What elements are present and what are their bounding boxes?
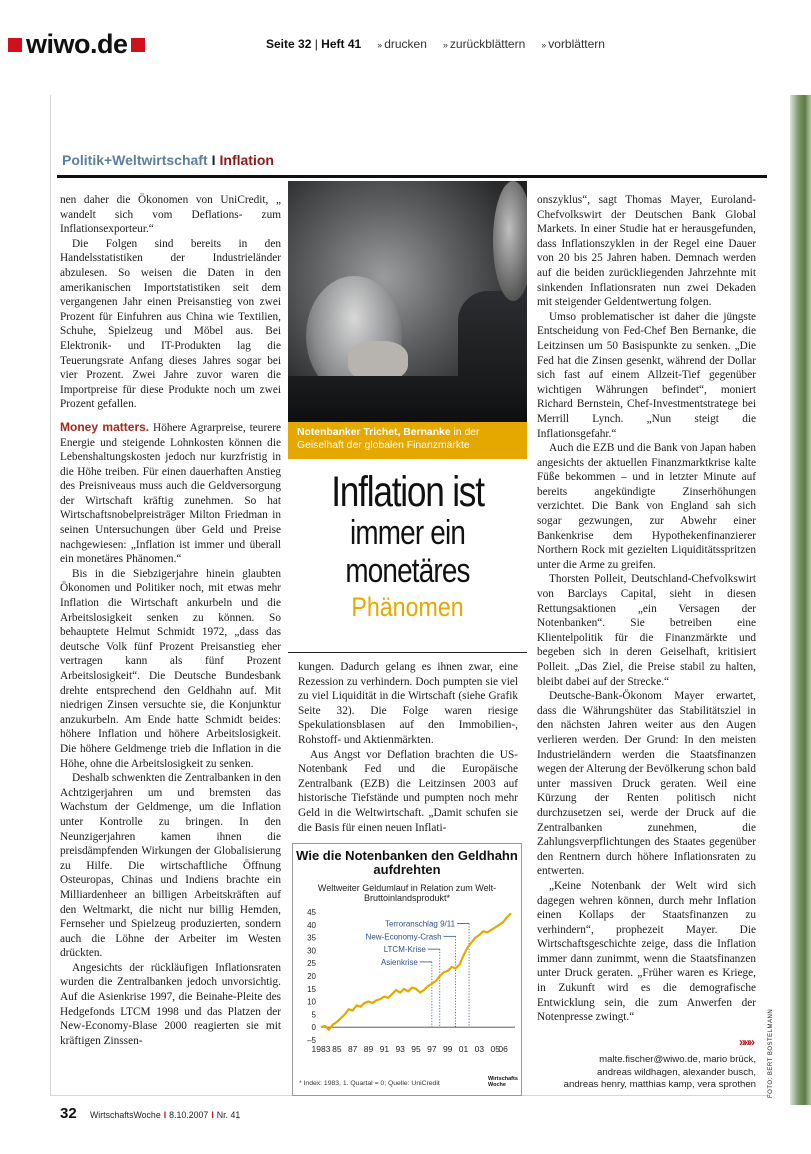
- previous-page-link[interactable]: [443, 37, 525, 51]
- y-tick-label: 15: [307, 984, 316, 994]
- rubric-separator: I: [211, 152, 216, 168]
- rubric-section: Politik+Weltwirtschaft: [62, 152, 208, 168]
- next-page-edge: [790, 95, 811, 1105]
- next-page-label: vorblättern: [548, 37, 605, 51]
- end-mark: »»»: [739, 1035, 754, 1049]
- double-chevron-icon: ››: [541, 40, 546, 50]
- logo-square-icon: [131, 38, 145, 52]
- annotation-label: New-Economy-Crash: [365, 932, 442, 942]
- y-tick-label: –5: [307, 1036, 316, 1045]
- y-tick-label: 40: [307, 920, 316, 930]
- annotation-label: Terroranschlag 9/11: [384, 919, 456, 929]
- x-tick-label: 87: [347, 1044, 358, 1054]
- paragraph: nen daher die Ökonomen von UniCredit, „ wandelt sich vom Deflations- zum Inflationsexporteur.“: [60, 194, 281, 236]
- footer-magazine: WirtschaftsWoche: [90, 1110, 161, 1120]
- page-left-border: [50, 95, 51, 1095]
- article-photo: [288, 181, 527, 422]
- x-tick-label: 93: [395, 1044, 405, 1054]
- chart-subtitle: Weltweiter Geldumlauf in Relation zum Welt-Bruttoinlandsprodukt*: [317, 883, 497, 903]
- headline-line: Inflation ist: [331, 468, 484, 516]
- section-rubric: [62, 152, 274, 168]
- column-rule: [288, 652, 527, 653]
- paragraph: Umso problematischer ist daher die jüngste Entscheidung von Fed-Chef Ben Bernanke, die Leitzinsen um 50 Basispunkte zu senken. „Die Fed hat die Zinsen gesenkt, während der Dollar sich fast auf einem Allzeit-Tief gegenüber wichtigen Währungen befindet“, moniert Richard Bernstein, Chef-Investmentstratege bei Merrill Lynch. „Nun steigt die Inflationsgefahr.“: [537, 310, 756, 440]
- series-line: [321, 913, 511, 1030]
- x-tick-label: 01: [458, 1044, 469, 1054]
- paragraph: Auch die EZB und die Bank von Japan haben angesichts der aktuellen Finanzmarktkrise kalte Füße bekommen – und in letzter Minute auf bereits angekündigte Zinserhöhungen verzichtet. Die Bank von England sah sich sogar gezwungen, zur Abwehr einer Bankenkrise dem Hypothekenfinanzierer Northern Rock mit gezielten Liquiditätsspritzen unter die Arme zu greifen.: [537, 442, 756, 571]
- page-label: Seite 32: [266, 37, 312, 51]
- print-link-label: drucken: [384, 37, 427, 51]
- issue-label: Heft 41: [321, 37, 362, 51]
- photo-figure: [348, 341, 408, 381]
- x-tick-label: 91: [379, 1044, 390, 1054]
- x-tick-label: 1983: [311, 1044, 331, 1054]
- logo-text: wiwo.de: [26, 29, 128, 59]
- author-line: andreas wildhagen, alexander busch,: [597, 1066, 756, 1078]
- footer-issue: Nr. 41: [216, 1110, 241, 1120]
- photo-credit: FOTO: BERT BOSTELMANN: [768, 1008, 774, 1098]
- annotation-label: LTCM-Krise: [383, 945, 426, 955]
- double-chevron-icon: ››: [442, 40, 447, 50]
- paragraph-text: Höhere Agrarpreise, teurere Energie und steigende Lohnkosten können die Lebenshaltungskosten jedoch nur kurzfristig in die Höhe treiben. Für einen dauerhaften Anstieg des Preisniveaus muss auch die Geldversorgung der Wirtschaft kräftig zunehmen. So hat Wirtschaftsnobelpreisträger Milton Friedman in seinen Untersuchungen über Geld und Preise nachgewiesen: „Inflation ist immer und überall ein monetäres Phänomen.“: [60, 421, 281, 566]
- previous-page-label: zurückblättern: [449, 37, 526, 51]
- x-tick-label: 06: [498, 1044, 508, 1054]
- x-tick-label: 05: [490, 1044, 500, 1054]
- chart-box: [292, 843, 522, 1096]
- y-tick-label: 25: [307, 959, 316, 969]
- top-navigation: [266, 37, 605, 51]
- photo-figure: [288, 376, 527, 422]
- page-footer: [90, 1110, 240, 1120]
- x-tick-label: 99: [442, 1044, 453, 1054]
- headline-accent: Phänomen: [351, 592, 464, 622]
- source-logo: Wirtschafts Woche: [488, 1076, 518, 1088]
- x-tick-label: 03: [474, 1044, 485, 1054]
- y-tick-label: 5: [311, 1010, 316, 1020]
- paragraph: Deshalb schwenkten die Zentralbanken in den Achtzigerjahren um und bremsten das Wachstum der Geldmenge, um die Inflation unter Kontrolle zu bringen. In den Neunzigerjahren kamen ihnen die preisdämpfenden Wirkungen der Globalisierung zu Hilfe. Die wirtschaftliche Öffnung Osteuropas, Chinas und Indiens brachte ein Milliardenheer an billigen Arbeitskräften auf den Weltmarkt, die nicht nur billig Hemden, Fernseher und Spielzeug produzierten, sondern auch die Löhne der Arbeiter im Westen drückten.: [60, 772, 281, 960]
- headline: [288, 470, 527, 624]
- photo-caption: [288, 422, 527, 459]
- y-tick-label: 30: [307, 946, 316, 956]
- caption-names: Notenbanker Trichet, Bernanke: [297, 427, 451, 438]
- paragraph: Thorsten Polleit, Deutschland-Chefvolkswirt von Barclays Capital, sieht in diesen Rettungsaktionen „ein Versagen der Notenbanken“. Sie betreiben eine Klientelpolitik für die Finanzmärkte und begeben sich in deren Geiselhaft, kritisiert Polleit. „Das Ziel, die Preise stabil zu halten, bleibt dabei auf der Strecke.“: [537, 573, 756, 688]
- headline-line: immer ein: [349, 514, 466, 552]
- double-chevron-icon: ››: [377, 40, 382, 50]
- page-number: 32: [60, 1105, 77, 1122]
- paragraph: „Keine Notenbank der Welt wird sich dagegen wehren können, durch mehr Inflation einen Kollaps der Staatsfinanzen zu verhindern“, prophezeit Mayer. Die Wirtschaftsgeschichte zeige, dass die Inflation immer dann zunimmt, wenn die Staatsfinanzen unter Druck geraten. „Früher waren es Kriege, in Zukunft wird es die demografische Entwicklung sein, die zum Anwerfen der Notenpresse zwingt.“: [537, 879, 756, 1024]
- photo-figure: [493, 181, 527, 301]
- footer-date: 8.10.2007: [169, 1110, 209, 1120]
- print-link[interactable]: [377, 37, 427, 51]
- author-line: andreas henry, matthias kamp, vera sprothen: [563, 1079, 756, 1090]
- logo-square-icon: [8, 38, 22, 52]
- nav-separator: |: [311, 37, 322, 51]
- paragraph: onszyklus“, sagt Thomas Mayer, Euroland-Chefvolkswirt der Deutschen Bank Global Markets. In einer Studie hat er herausgefunden, dass Inflationszyklen in der Regel eine Dauer von 20 bis 25 Jahren haben. Demnach werden auf die beiden zurückliegenden Jahrzehnte mit sinkenden Inflationsraten nun zwei Dekaden mit steigender Geldentwertung folgen.: [537, 194, 756, 309]
- rubric-topic: Inflation: [219, 152, 274, 168]
- paragraph: Angesichts der rückläufigen Inflationsraten wurden die Zentralbanken jedoch unvorsichtig. Auf die Asienkrise 1997, die Beinahe-Pleite des Hedgefonds LTCM 1998 und das Platzen der New-Economy-Blase 2000 reagierten sie mit kräftigen Zinssen-: [60, 961, 281, 1047]
- paragraph: Bis in die Siebzigerjahre hinein glaubten Ökonomen und Politiker noch, mit etwas mehr Inflation die Wirtschaft ankurbeln und die Arbeitslosigkeit senken zu können. So behauptete Helmut Schmidt 1972, „dass das deutsche Volk fünf Prozent Preisanstieg eher vertragen kann als fünf Prozent Arbeitslosigkeit“. Die Deutsche Bundesbank drehte entsprechend den Geldhahn auf. Mit niedrigen Zinsen versuchte sie, die Konjunktur anzukurbeln. Am Ende hatte Schmidt beides: höhere Inflation und höhere Arbeitslosigkeit. Die höhere Geldmenge trieb die Inflation in die Höhe, ohne die Arbeitslosigkeit zu senken.: [60, 567, 281, 770]
- article-column-2: [298, 660, 518, 835]
- line-chart: [293, 844, 523, 1097]
- wiwo-logo[interactable]: [8, 29, 145, 60]
- y-tick-label: 20: [307, 972, 316, 981]
- paragraph: [60, 420, 281, 567]
- y-tick-label: 0: [311, 1023, 316, 1033]
- chart-title: Wie die Notenbanken den Geldhahn aufdrehten: [296, 848, 518, 877]
- y-tick-label: 35: [307, 933, 316, 943]
- paragraph: Die Folgen sind bereits in den Handelsstatistiken der Industrieländer abzulesen. So weisen die Daten in den amerikanischen Importstatistiken seit dem vergangenen Jahr einen Preisanstieg von zwei Prozent für Einfuhren aus China wie Textilien, Schuhe, Spielzeug und Möbel aus. Bei Elektronik- und IT-Produkten lag die Teuerungsrate Anfang dieses Jahres sogar bei vier Prozent. Zwei Jahre zuvor waren die Importpreise für diese Produkte noch um zwei Prozent gefallen.: [60, 237, 281, 411]
- y-tick-label: 10: [307, 997, 316, 1007]
- rubric-rule: [57, 175, 767, 178]
- x-tick-label: 97: [427, 1044, 437, 1054]
- footer-separator: I: [211, 1110, 214, 1120]
- x-tick-label: 85: [332, 1044, 342, 1054]
- chart-footnote: * Index: 1983, 1. Quartal = 0; Quelle: UniCredit: [299, 1080, 440, 1087]
- author-line: malte.fischer@wiwo.de, mario brück,: [599, 1054, 756, 1065]
- article-column-3: [537, 193, 756, 1025]
- y-tick-label: 45: [307, 908, 316, 917]
- subheading-money-matters: Money matters.: [60, 419, 150, 434]
- headline-line: monetäres: [345, 552, 470, 590]
- caption-text: in der Geiselhaft der globalen Finanzmärkte: [297, 427, 480, 451]
- paragraph: Deutsche-Bank-Ökonom Mayer erwartet, dass die Währungshüter das Stabilitätsziel in den nächsten Jahren weiter aus den Augen verlieren werden. Der Grund: In den meisten Industrieländern werden die Staatsfinanzen wegen der Alterung der Bevölkerung schon bald unter massiven Druck geraten. Weil eine Kürzung der Renten politisch nicht durchzusetzen sei, werde der Druck auf die Zentralbanken zunehmen, die Zahlungsverpflichtungen des Staates gegenüber den Rentnern durch höhere Inflationsraten zu entwerten.: [537, 690, 756, 878]
- paragraph: Aus Angst vor Deflation brachten die US-Notenbank Fed und die Europäische Zentralbank (EZB) die Leitzinsen 2003 auf historische Tiefstände und pumpten noch mehr Geld in die Weltwirtschaft. „Damit schufen sie die Basis für einen neuen Inflati-: [298, 748, 518, 834]
- footer-separator: I: [163, 1110, 167, 1120]
- x-tick-label: 89: [363, 1044, 374, 1054]
- next-page-link[interactable]: [541, 37, 605, 51]
- x-tick-label: 95: [411, 1044, 421, 1054]
- paragraph: kungen. Dadurch gelang es ihnen zwar, eine Rezession zu verhindern. Doch pumpten sie viel zu viel Liquidität in die Wirtschaft (siehe Grafik Seite 32). Die Folge waren riesige Spekulationsblasen auf den Immobilien-, Rohstoff- und Aktienmärkten.: [298, 661, 518, 746]
- article-column-1: [60, 193, 281, 1048]
- annotation-label: Asienkrise: [380, 957, 418, 967]
- author-credits: [560, 1054, 756, 1092]
